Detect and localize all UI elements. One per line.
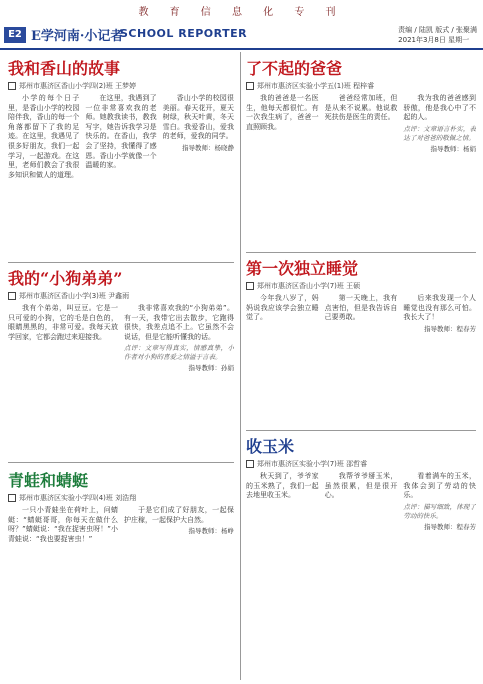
article-xiangshan bbox=[8, 56, 234, 256]
article-title: 我和香山的故事 bbox=[8, 59, 121, 78]
page-number: E2 bbox=[4, 27, 26, 43]
body-column: 第一天晚上，我有点害怕，但是我告诉自己要勇敢。 bbox=[324, 294, 398, 322]
section-brand-en: SCHOOL REPORTER bbox=[120, 27, 248, 40]
article-byline: 郑州市惠济区实验小学四(4)班 刘浩翔 bbox=[8, 493, 234, 503]
article-byline: 郑州市惠济区香山小学(3)班 尹鑫雨 bbox=[8, 291, 234, 301]
body-column: 于是它们成了好朋友，一起保护庄稼，一起保护大自然。 指导教师：杨峥 bbox=[124, 506, 234, 536]
body-column: 看着满车的玉米，我体会到了劳动的快乐。 点评：描写细致，体现了劳动的快乐。 指导教师：程春芳 bbox=[403, 472, 476, 531]
teacher-credit: 指导教师：程春芳 bbox=[424, 522, 476, 531]
article-sleep bbox=[246, 256, 476, 426]
article-body bbox=[246, 94, 476, 154]
teacher-credit: 指导教师：孙娟 bbox=[188, 364, 234, 373]
box-icon bbox=[8, 292, 16, 300]
article-byline: 郑州市惠济区香山小学四(2)班 王梦婷 bbox=[8, 81, 234, 91]
article-body bbox=[8, 304, 234, 374]
article-dad bbox=[246, 56, 476, 246]
editor-note: 点评：描写细致，体现了劳动的快乐。 bbox=[403, 502, 476, 520]
body-column: 爸爸经常加班，但是从来不说累。他说救死扶伤是医生的责任。 bbox=[324, 94, 398, 122]
editor-note: 点评：文章写得真实，情感真挚，小作者对小狗的喜爱之情溢于言表。 bbox=[124, 344, 234, 362]
teacher-credit: 指导教师：杨晓静 bbox=[181, 143, 234, 152]
article-byline: 郑州市惠济区实验小学五(1)班 程梓睿 bbox=[246, 81, 476, 91]
issue-date: 2021年3月8日 星期一 bbox=[398, 36, 470, 44]
body-column: 我帮爷爷掰玉米，虽然很累，但是很开心。 bbox=[324, 472, 398, 500]
body-column: 我非常喜欢我的“小狗弟弟”。有一天，我带它出去散步，它跑得很快，我差点追不上。它虽然不会说话，但是它能听懂我的话。 点评：文章写得真实，情感真挚，小作者对小狗的喜爱之情溢于言表。 指导教师：孙娟 bbox=[124, 304, 234, 373]
teacher-credit: 指导教师：杨峥 bbox=[188, 527, 234, 536]
box-icon bbox=[246, 82, 254, 90]
section-divider bbox=[246, 430, 476, 431]
body-column: 我有个弟弟，叫豆豆。它是一只可爱的小狗，它的毛是白色的，眼睛黑黑的，非常可爱。我每天放学回家，它都会跑过来迎接我。 bbox=[8, 304, 118, 341]
page-header bbox=[0, 22, 483, 50]
body-column: 香山小学的校园很美丽。春天花开，夏天树绿，秋天叶黄，冬天雪白。我爱香山，爱我的老师，爱我的同学。 指导教师：杨晓静 bbox=[162, 94, 234, 152]
article-title: 收玉米 bbox=[246, 437, 295, 456]
body-column: 我的爸爸是一名医生，他每天都很忙。有一次我生病了，爸爸一直照顾我。 bbox=[246, 94, 319, 131]
article-body bbox=[246, 294, 476, 334]
article-frog bbox=[8, 468, 234, 678]
article-body bbox=[8, 506, 234, 544]
box-icon bbox=[8, 82, 16, 90]
body-column: 后来我发现一个人睡觉也没有那么可怕。我长大了！ 指导教师：程春芳 bbox=[403, 294, 476, 333]
body-column: 一只小青蛙坐在荷叶上，问蜻蜓：“蜻蜓哥哥，你每天在做什么呀？”蜻蜓说：“我在捉害虫呀！”小青蛙说：“我也要捉害虫！” bbox=[8, 506, 118, 543]
article-body bbox=[246, 472, 476, 532]
article-byline: 郑州市惠济区香山小学(7)班 王硕 bbox=[246, 281, 476, 291]
teacher-credit: 指导教师：程春芳 bbox=[424, 324, 476, 333]
article-body bbox=[8, 94, 234, 180]
body-column: 秋天到了，爷爷家的玉米熟了，我们一起去地里收玉米。 bbox=[246, 472, 319, 500]
body-column: 我为我的爸爸感到骄傲，他是我心中了不起的人。 点评：文章语言朴实，表达了对爸爸的敬佩之情。 指导教师：杨娟 bbox=[403, 94, 476, 153]
body-column: 在这里，我遇到了一位非常喜欢我的老师。她教我读书，教我写字，她告诉我学习是快乐的。在香山，我学会了坚持，我懂得了感恩。香山小学就像一个温暖的家。 bbox=[85, 94, 157, 170]
box-icon bbox=[8, 494, 16, 502]
article-title: 我的“小狗弟弟” bbox=[8, 269, 123, 288]
section-divider bbox=[246, 252, 476, 253]
section-divider bbox=[8, 262, 234, 263]
column-divider bbox=[240, 52, 241, 680]
box-icon bbox=[246, 282, 254, 290]
article-byline: 郑州市惠济区实验小学(7)班 邵哲睿 bbox=[246, 459, 476, 469]
article-title: 了不起的爸爸 bbox=[246, 59, 343, 78]
box-icon bbox=[246, 460, 254, 468]
issue-meta bbox=[398, 25, 477, 45]
editor-note: 点评：文章语言朴实，表达了对爸爸的敬佩之情。 bbox=[403, 124, 476, 142]
article-title: 青蛙和蜻蜓 bbox=[8, 471, 89, 490]
article-corn bbox=[246, 434, 476, 678]
article-puppy bbox=[8, 266, 234, 456]
teacher-credit: 指导教师：杨娟 bbox=[430, 144, 476, 153]
body-column: 小学的每个日子里，是香山小学的校园陪伴我，香山的每一个角落都留下了我的足迹。在这里，我遇见了很多好朋友，我们一起学习，一起游戏。在这里，老师们教会了我很多知识和做人的道理。 bbox=[8, 94, 80, 179]
section-brand: E学河南·小记者 bbox=[31, 29, 124, 44]
masthead bbox=[0, 0, 483, 22]
masthead-tagline: 教 育 信 息 化 专 刊 bbox=[138, 7, 345, 18]
article-title: 第一次独立睡觉 bbox=[246, 259, 359, 278]
editor-credit: 责编 / 陆凯 版式 / 张聚满 bbox=[398, 26, 477, 34]
section-divider bbox=[8, 462, 234, 463]
body-column: 今年我八岁了，妈妈说我应该学会独立睡觉了。 bbox=[246, 294, 319, 322]
